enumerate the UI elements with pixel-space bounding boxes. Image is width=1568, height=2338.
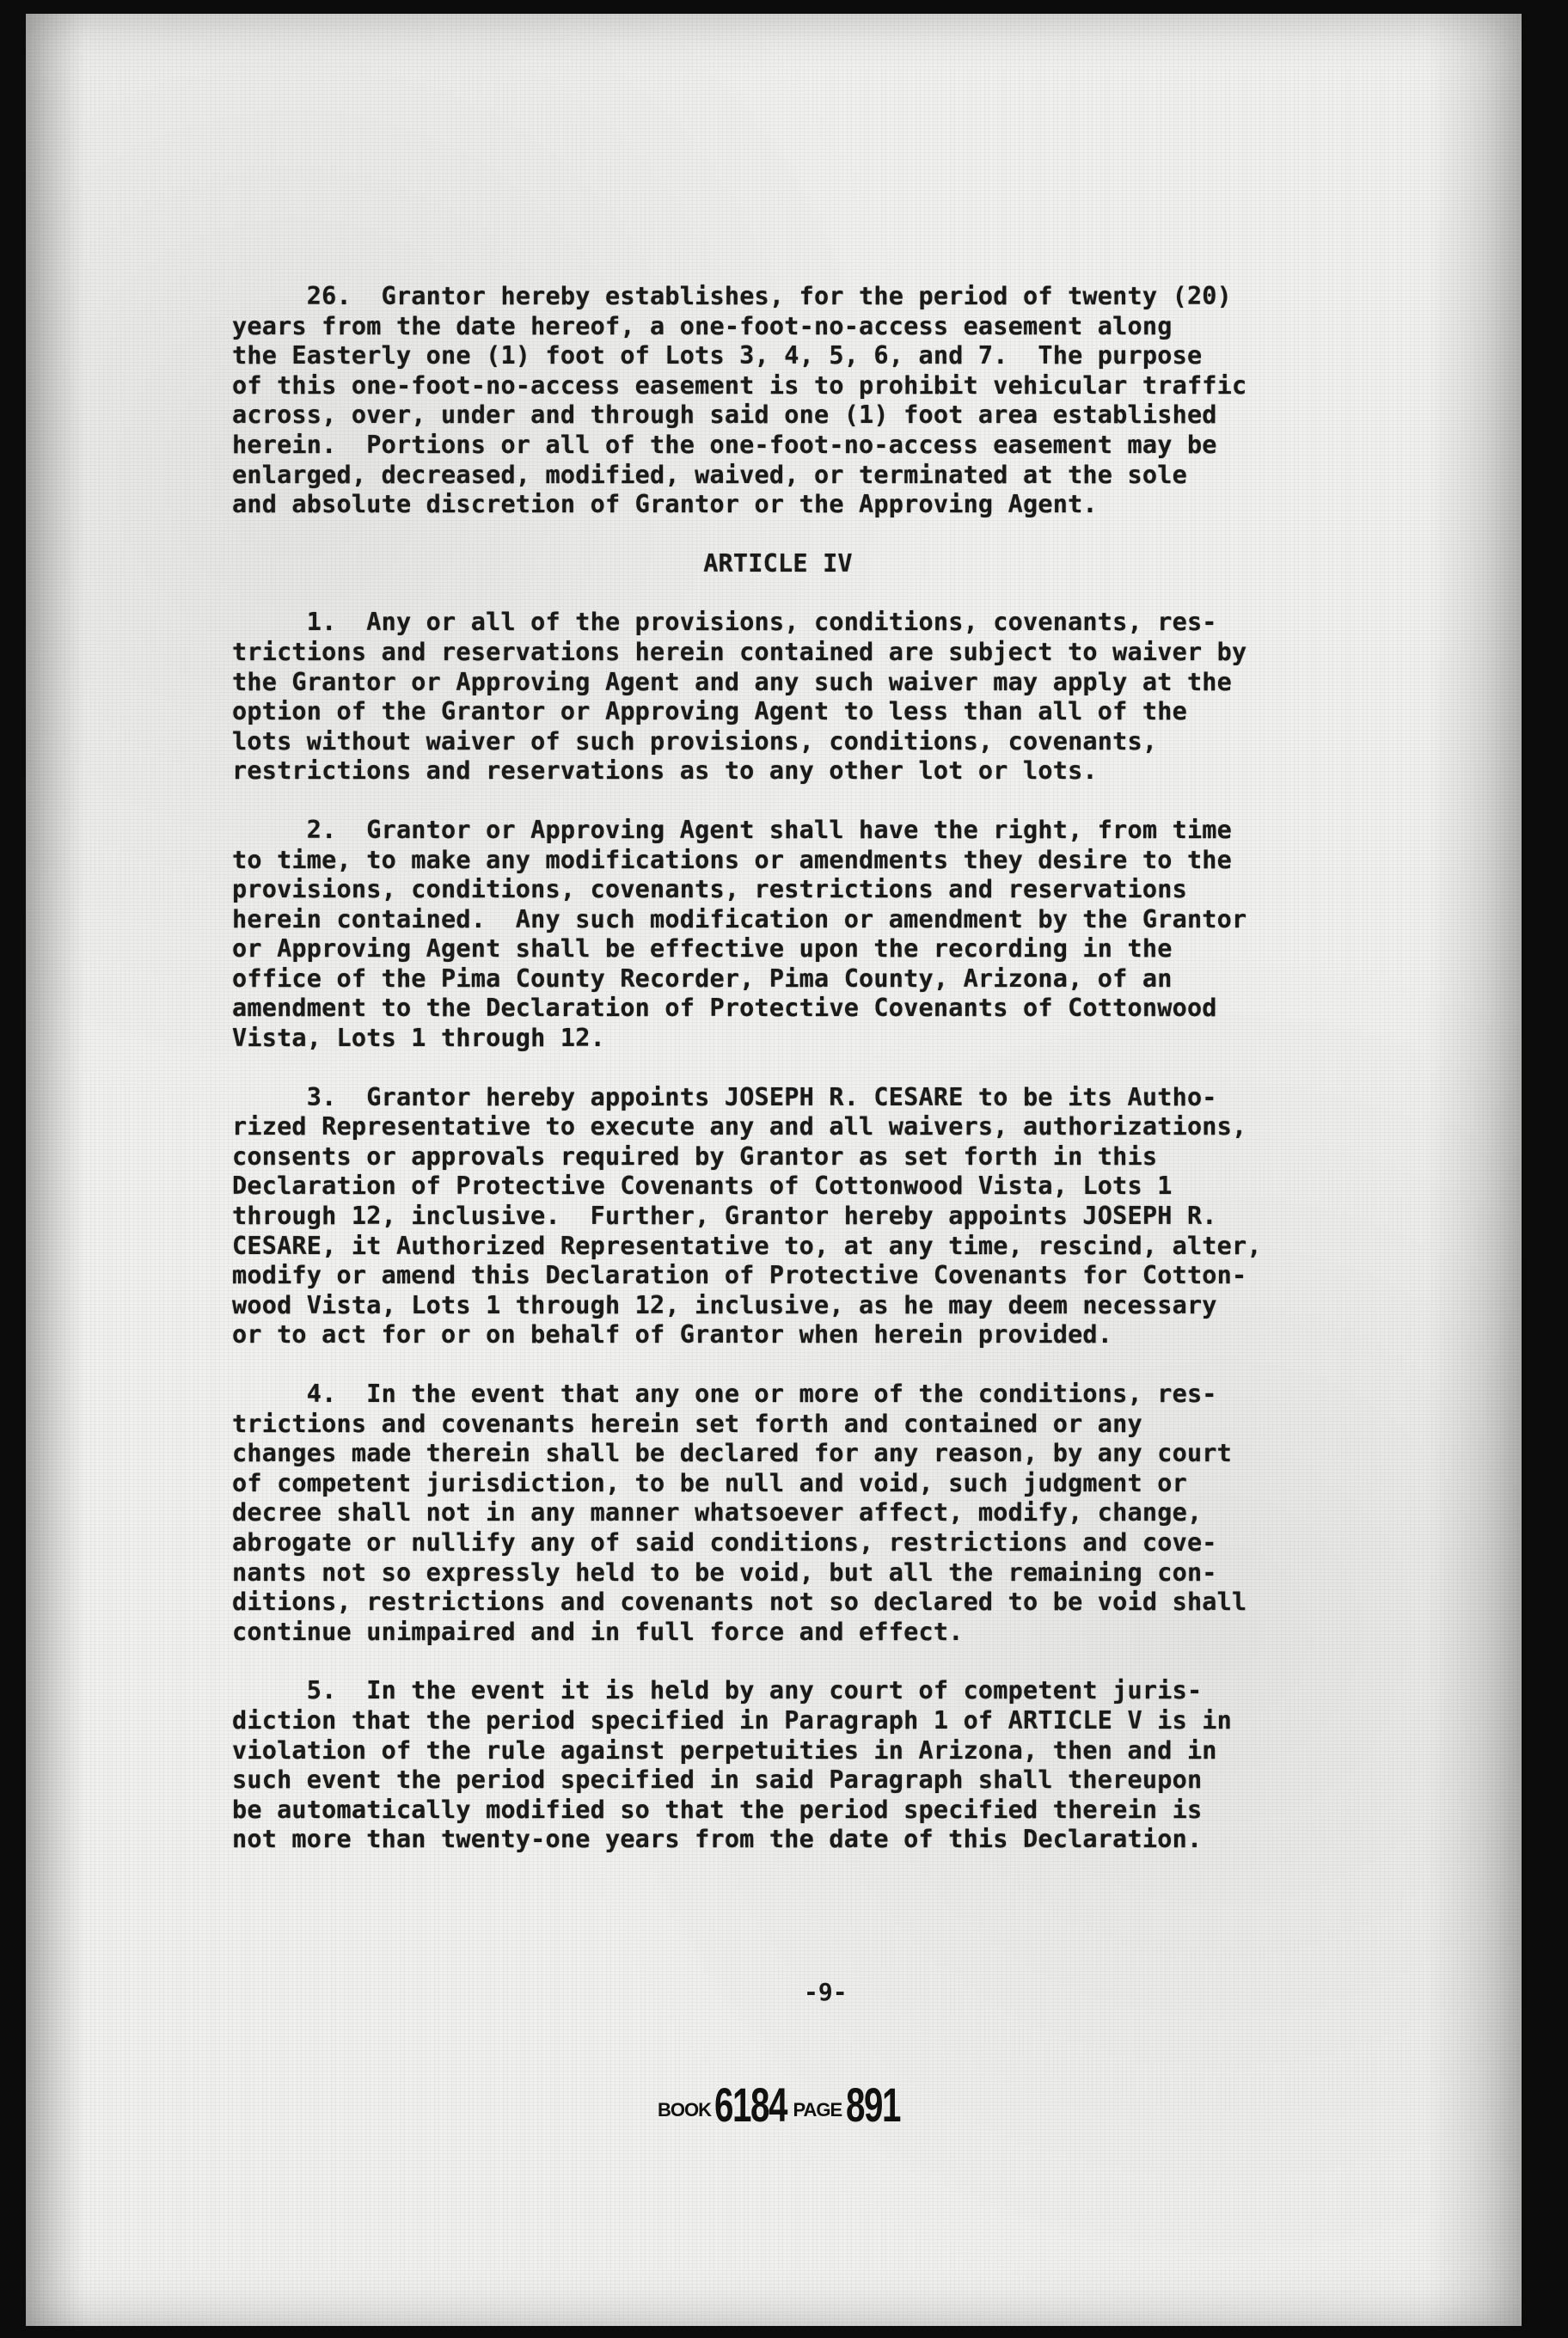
document-page xyxy=(26,14,1522,2326)
stamp-page-number: 891 xyxy=(845,2078,900,2132)
stamp-book-number: 6184 xyxy=(714,2078,787,2132)
paragraph-gap xyxy=(232,786,1470,816)
paragraph-gap xyxy=(232,1054,1470,1083)
paragraph-gap xyxy=(232,1350,1470,1380)
document-body xyxy=(232,282,1470,1855)
paragraph-1: 1. Any or all of the provisions, conditions, covenants, res- trictions and reservations herein contained are subject to waiver by the Grantor or Approving Agent and any such waiver may apply at the option of the Grantor or Approving Agent to less than all of the lots without waiver of such provisions, conditions, covenants, restrictions and reservations as to any other lot or lots. xyxy=(232,608,1247,786)
paragraph-4: 4. In the event that any one or more of the conditions, res- trictions and covenants herein set forth and contained or any changes made therein shall be declared for any reason, by any court of competent jurisdiction, to be null and void, such judgment or decree shall not in any manner whatsoever affect, modify, change, abrogate or nullify any of said conditions, restrictions and cove- nants not so expressly held to be void, but all the remaining con- ditions, restrictions and covenants not so declared to be void shall continue unimpaired and in full force and effect. xyxy=(232,1380,1247,1646)
paragraph-26: 26. Grantor hereby establishes, for the period of twenty (20) years from the date hereof, a one-foot-no-access easement along the Easterly one (1) foot of Lots 3, 4, 5, 6, and 7. The purpose of this one-foot-no-access easement is to prohibit vehicular traffic across, over, under and through said one (1) foot area established herein. Portions or all of the one-foot-no-access easement may be enlarged, decreased, modified, waived, or terminated at the sole and absolute discretion of Grantor or the Approving Agent. xyxy=(232,282,1247,519)
recording-stamp xyxy=(658,2077,941,2145)
paragraph-5: 5. In the event it is held by any court of competent juris- diction that the period specified in Paragraph 1 of ARTICLE V is in violation of the rule against perpetuities in Arizona, then and in such event the period specified in said Paragraph shall thereupon be automatically modified so that the period specified therein is not more than twenty-one years from the date of this Declaration. xyxy=(232,1676,1233,1854)
stamp-book-label: BOOK xyxy=(658,2099,711,2121)
paragraph-3: 3. Grantor hereby appoints JOSEPH R. CESARE to be its Autho- rized Representative to execute any and all waivers, authorizations, consents or approvals required by Grantor as set forth in this Declaration of Protective Covenants of Cottonwood Vista, Lots 1 through 12, inclusive. Further, Grantor hereby appoints JOSEPH R. CESARE, it Authorized Representative to, at any time, rescind, alter, modify or amend this Declaration of Protective Covenants for Cotton- wood Vista, Lots 1 through 12, inclusive, as he may deem necessary or to act for or on behalf of Grantor when herein provided. xyxy=(232,1082,1262,1350)
article-heading: ARTICLE IV xyxy=(703,548,853,578)
page-number: -9- xyxy=(804,1978,848,2006)
stamp-page-label: PAGE xyxy=(793,2099,842,2121)
scan-shadow-left xyxy=(26,14,86,2326)
paragraph-2: 2. Grantor or Approving Agent shall have the right, from time to time, to make any modifications or amendments they desire to the provisions, conditions, covenants, restrictions and reservations herein contained. Any such modification or amendment by the Grantor or Approving Agent shall be effective upon the recording in the office of the Pima County Recorder, Pima County, Arizona, of an amendment to the Declaration of Protective Covenants of Cottonwood Vista, Lots 1 through 12. xyxy=(232,815,1247,1053)
paragraph-gap xyxy=(232,1647,1470,1676)
